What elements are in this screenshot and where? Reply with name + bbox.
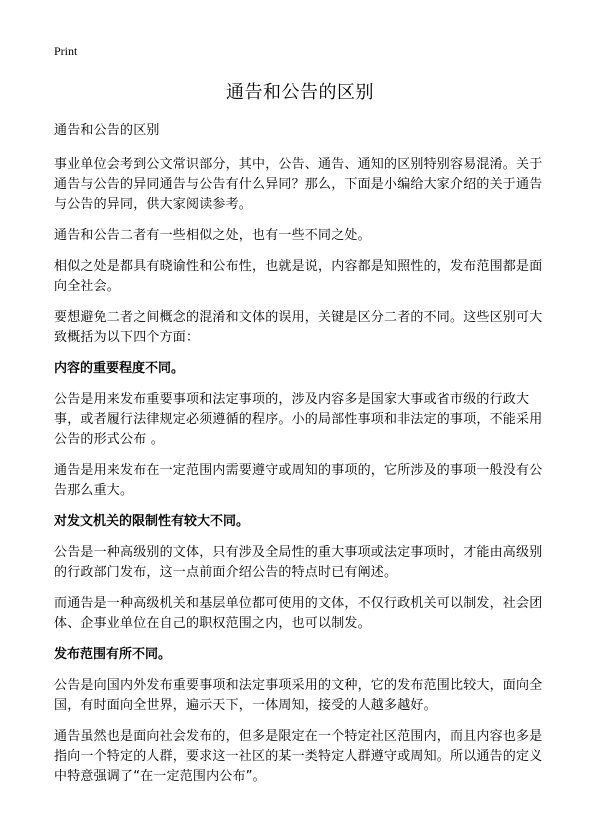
- section-heading-importance: 内容的重要程度不同。: [54, 361, 185, 376]
- paragraph-importance-gonggao: 公告是用来发布重要事项和法定事项的，涉及内容多是国家大事或省市级的行政大事，或者履行法律规定必须遵循的程序。小的局部性事项和非法定的事项，不能采用公告的形式公布 。: [54, 392, 543, 447]
- article-body: [54, 121, 548, 798]
- paragraph-scope-tonggao: 通告虽然也是面向社会发布的，但多是限定在一个特定社区范围内，而且内容也多是指向一个特定的人群，要求这一社区的某一类特定人群遵守或周知。所以通告的定义中特意强调了“在一定范围内公布”。: [54, 729, 543, 784]
- article-subtitle: 通告和公告的区别: [54, 123, 160, 138]
- paragraph-overview: 通告和公告二者有一些相似之处，也有一些不同之处。: [54, 228, 371, 243]
- paragraph-intro: 事业单位会考到公文常识部分，其中，公告、通告、通知的区别特别容易混淆。关于通告与公告的异同通告与公告有什么异同？那么，下面是小编给大家介绍的关于通告与公告的异同，供大家阅读参考。: [54, 157, 543, 212]
- paragraph-importance-tonggao: 通告是用来发布在一定范围内需要遵守或周知的事项的，它所涉及的事项一般没有公告那么重大。: [54, 463, 543, 498]
- section-heading-scope: 发布范围有所不同。: [54, 647, 172, 662]
- paragraph-scope-gonggao: 公告是向国内外发布重要事项和法定事项采用的文种，它的发布范围比较大，面向全国，有时面向全世界，遍示天下，一体周知，接受的人越多越好。: [54, 678, 543, 713]
- paragraph-issuer-tonggao: 而通告是一种高级机关和基层单位都可使用的文体，不仅行政机关可以制发，社会团体、企事业单位在自己的职权范围之内，也可以制发。: [54, 596, 543, 631]
- paragraph-similarity: 相似之处是都具有晓谕性和公布性，也就是说，内容都是知照性的，发布范围都是面向全社会。: [54, 259, 543, 294]
- section-heading-issuer: 对发文机关的限制性有较大不同。: [54, 514, 250, 529]
- paragraph-issuer-gonggao: 公告是一种高级别的文体，只有涉及全局性的重大事项或法定事项时，才能由高级别的行政部门发布，这一点前面介绍公告的特点时已有阐述。: [54, 545, 543, 580]
- page-title: 通告和公告的区别: [226, 82, 374, 103]
- paragraph-difference-intro: 要想避免二者之间概念的混淆和文体的误用，关键是区分二者的不同。这些区别可大致概括为以下四个方面：: [54, 310, 543, 345]
- print-link[interactable]: Print: [54, 44, 78, 58]
